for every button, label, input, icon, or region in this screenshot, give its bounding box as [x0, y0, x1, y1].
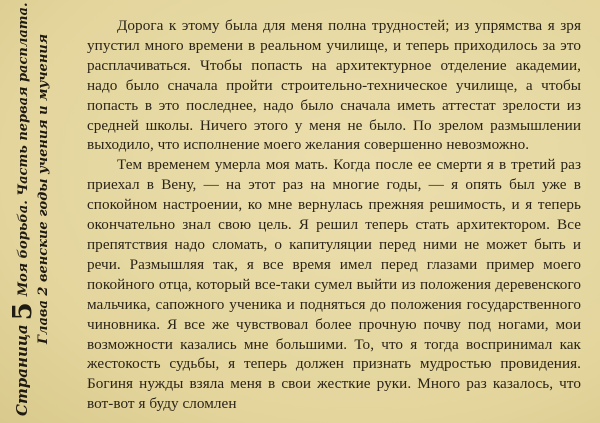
- page-number: 5: [8, 302, 38, 321]
- body-text: [87, 16, 581, 414]
- page-label: Страница: [13, 324, 31, 416]
- sidebar-line-top: [7, 2, 38, 416]
- page-sidebar: [2, 0, 60, 423]
- chapter-title: Глава 2 венские годы учения и мучения: [36, 33, 51, 344]
- paragraph-1: Дорога к этому была для меня полна трудностей; из упрямства я зря упустил много времени в реальном училище, и теперь приходилось за это расплачиваться. Чтобы попасть на архитектурное отделение академии, надо было сначала пройти строительно-техническое училище, а чтобы попасть в это последнее, надо было сначала иметь аттестат зрелости из средней школы. Ничего этого у меня не было. По зрелом размышлении выходило, что исполнение моего желания совершенно невозможно.: [87, 17, 581, 154]
- paragraph-2: Тем временем умерла моя мать. Когда после ее смерти я в третий раз приехал в Вену, — на этот раз на многие годы, — я опять был уже в спокойном настроении, ко мне вернулась прежняя решимость, и я теперь окончательно знал свою цель. Я решил теперь стать архитектором. Все препятствия надо сломать, о капитуляции перед ними не может быть и речи. Размышляя так, я все время имел перед глазами пример моего покойного отца, который все-таки сумел выйти из положения деревенского мальчика, сапожного ученика и подняться до положения государственного чиновника. Я все же чувствовал более прочную почву под ногами, мои возможности казались мне большими. То, что я тогда воспринимал как жестокость судьбы, я теперь должен признать мудростью провидения. Богиня нужды взяла меня в свои жесткие руки. Много раз казалось, что вот-вот я буду сломлен: [87, 156, 581, 413]
- book-title: Моя борьба. Часть первая расплата.: [16, 2, 31, 297]
- sidebar-line-bottom: [33, 0, 55, 416]
- sidebar-rotated-text: [3, 2, 59, 416]
